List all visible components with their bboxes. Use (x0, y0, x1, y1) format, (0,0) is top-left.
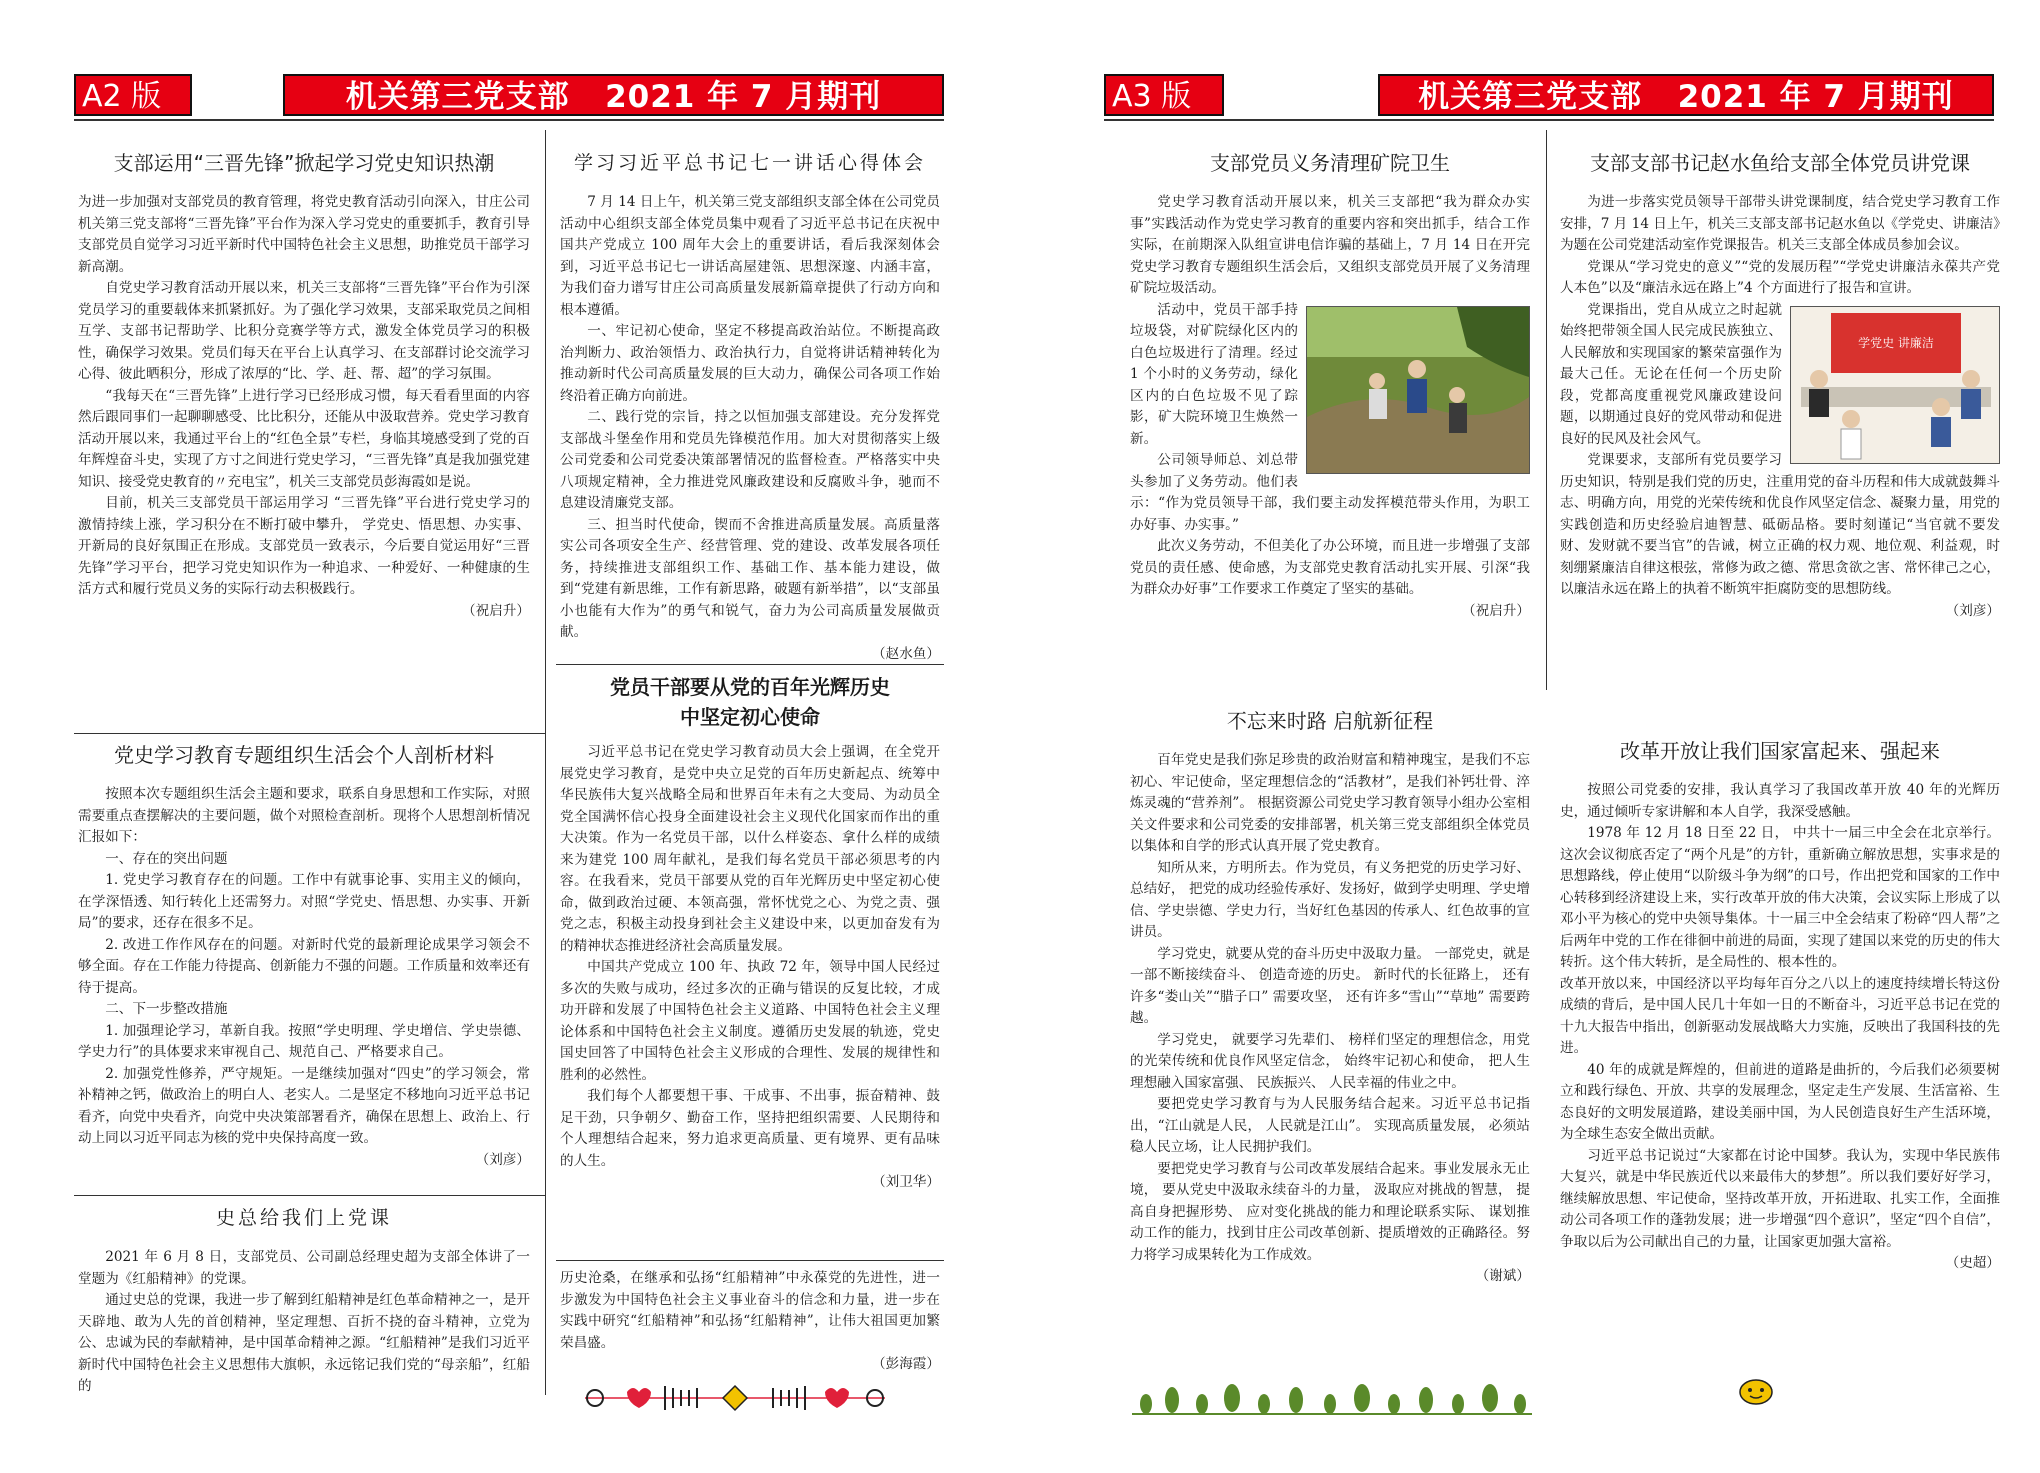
paragraph: 2. 改进工作作风存在的问题。对新时代党的最新理论成果学习领会不够全面。存在工作能力待提高、创新能力不强的问题。工作质量和效率还有待于提高。 (78, 936, 530, 996)
title-line: 中坚定初心使命 (680, 705, 820, 729)
paragraph: 1978 年 12 月 18 日至 22 日， 中共十一届三中全会在北京举行。这次会议彻底否定了“两个凡是”的方针，重新确立解放思想，实事求是的思想路线，停止使用“以阶级斗争为纲”的口号，作出把党和国家的工作中心转移到经济建设上来，实行改革开放的伟大决策，会议实际上形成了以邓小平为核心的党中央领导集体。十一届三中全会结束了粉碎“四人帮”之后两年中党的工作在徘徊中前进的局面，实现了建国以来党的历史的伟大转折。这个伟大转折，是全局性的、根本性的。 (1560, 825, 2000, 970)
masthead-title: 机关第三党支部 2021 年 7 月期刊 (283, 74, 944, 116)
paragraph: 此次义务劳动，不但美化了办公环境，而且进一步增强了支部党员的责任感、使命感，为支部党史教育活动扎实开展、引深“我为群众办好事”工作要求工作奠定了坚实的基础。 (1130, 538, 1530, 597)
photo-banner-text: 学党史 讲廉洁 (1858, 335, 1934, 350)
masthead-rule (74, 119, 944, 121)
paragraph: “我每天在“三晋先锋”上进行学习已经形成习惯，每天看看里面的内容然后跟同事们一起聊聊感受、比比积分，还能从中汲取营养。党史学习教育活动开展以来，我通过平台上的“红色全景”专栏，身临其境感受到了党的百年辉煌奋斗史，实现了方寸之间进行党史学习，“三晋先锋”真是我加强党建知识、接受党史教育的〃充电宝”，机关三支部党员彭海霞如是说。 (78, 387, 530, 490)
author: （刘彦） (1945, 602, 2000, 619)
paragraph: 2. 加强党性修养，严守规矩。一是继续加强对“四史”的学习领会，常补精神之钙，做政治上的明白人、老实人。二是坚定不移地向习近平总书记看齐，向党中央看齐，向党中央决策部署看齐，确保在思想上、政治上、行动上同以习近平同志为核的党中央保持高度一致。 (78, 1065, 530, 1146)
author: （谢斌） (1475, 1268, 1530, 1284)
article-title: 史总给我们上党课 (215, 1207, 392, 1229)
section-divider (556, 1260, 944, 1261)
article-title: 支部支部书记赵水鱼给支部全体党员讲党课 (1590, 151, 1970, 175)
paragraph: 要把党史学习教育与公司改革发展结合起来。事业发展永无止境， 要从党史中汲取永续奋斗的力量， 汲取应对挑战的智慧， 提高自身把握形势、 应对变化挑战的能力和理论联系实际、 谋划推动工作的能力，找到甘庄公司改革创新、提质增效的正确路径。努力将学习成果转化为工作成效。 (1130, 1160, 1530, 1263)
paragraph: 按照本次专题组织生活会主题和要求，联系自身思想和工作实际，对照需要重点查摆解决的主要问题，做个对照检查剖析。现将个人思想剖析情况汇报如下： (78, 786, 530, 845)
article-title: 党史学习教育专题组织生活会个人剖析材料 (114, 743, 494, 767)
masthead-a2 (74, 74, 944, 116)
page-a3 (1020, 0, 2040, 1473)
masthead-rule (1104, 119, 1994, 121)
author: （刘彦） (475, 1151, 530, 1168)
paragraph: 二、下一步整改措施 (105, 1001, 228, 1017)
author: （彭海霞） (872, 1356, 940, 1372)
paragraph: 党课从“学习党史的意义”“党的发展历程”“学党史讲廉洁永葆共产党人本色”以及“廉洁永远在路上”4 个方面进行了报告和宣讲。 (1560, 258, 2000, 296)
paragraph: 通过史总的党课，我进一步了解到红船精神是红色革命精神之一，是开天辟地、敢为人先的首创精神，坚定理想、百折不挠的奋斗精神，立党为公、忠诚为民的奉献精神，是中国革命精神之源。“红船精神”是我们习近平新时代中国特色社会主义思想伟大旗帜，永远铭记我们党的“母亲船”，红船的 (78, 1292, 530, 1394)
article-self-analysis (78, 740, 530, 1171)
paragraph: 学习党史，就要从党的奋斗历史中汲取力量。 一部党史，就是一部不断接续奋斗、 创造奇迹的历史。 新时代的长征路上， 还有许多“娄山关”“腊子口” 需要攻坚， 还有许多“雪山”“草地” 需要跨越。 (1130, 945, 1530, 1026)
paragraph: 改革开放以来，中国经济以平均每年百分之八以上的速度持续增长特这份成绩的背后，是中国人民几十年如一日的不断奋斗，习近平总书记在党的十九大报告中指出，创新驱动发展战略大力实施，反映出了我国科技的先进。 (1560, 975, 2000, 1056)
article-title (560, 672, 940, 732)
paragraph: 三、担当时代使命，锲而不舍推进高质量发展。高质量落实公司各项安全生产、经营管理、党的建设、改革发展各项任务，持续推进支部组织工作、基础工作、基本能力建设，做到“党建有新思维，工作有新思路，破题有新举措”，以“支部虽小也能有大作为”的勇气和锐气，奋力为公司高质量发展做贡献。 (560, 516, 940, 640)
article-party-lecture (78, 1203, 530, 1398)
paragraph: 党课指出，党自从成立之时起就始终把带领全国人民完成民族独立、人民解放和实现国家的繁荣富强作为最大己任。无论在任何一个历史阶段，党都高度重视党风廉政建设问题，以期通过良好的党风带动和促进良好的民风及社会风气。 (1560, 301, 1782, 447)
party-lecture-photo (1790, 306, 2000, 464)
paragraph: 2021 年 6 月 8 日，支部党员、公司副总经理史超为支部全体讲了一堂题为《红船精神》的党课。 (78, 1249, 530, 1287)
paragraph: 为进一步加强对支部党员的教育管理，将党史教育活动引向深入，甘庄公司机关第三党支部将“三晋先锋”平台作为深入学习党史的重要抓手，教育引导支部党员自觉学习习近平新时代中国特色社会主义思想，助推党员干部学习新高潮。 (78, 194, 530, 275)
article-title: 改革开放让我们国家富起来、强起来 (1620, 739, 1940, 763)
author: （史超） (1945, 1255, 2000, 1271)
paragraph: 目前，机关三支部党员干部运用学习 “三晋先锋”平台进行党史学习的激情持续上涨，学习积分在不断打破中攀升， 学党史、悟思想、办实事、开新局的良好氛围正在形成。支部党员一致表示，今后要自觉运用好“三晋先锋”学习平台，把学习党史知识作为一种追求、一种爱好、一种健康的生活方式和履行党员义务的实际行动去积极践行。 (78, 495, 530, 597)
paragraph: 7 月 14 日上午，机关第三党支部组织支部全体在公司党员活动中心组织支部全体党员集中观看了习近平总书记在庆祝中国共产党成立 100 周年大会上的重要讲话，看后我深刻体会到，习近平总书记七一讲话高屋建瓴、思想深邃、内涵丰富，为我们奋力谱写甘庄公司高质量发展新篇章提供了行动方向和根本遵循。 (560, 194, 940, 318)
paragraph: 二、践行党的宗旨，持之以恒加强支部建设。充分发挥党支部战斗堡垒作用和党员先锋模范作用。加大对贯彻落实上级公司党委和公司党委决策部署情况的监督检查。严格落实中央八项规定精神，全力推进党风廉政建设和反腐败斗争，驰而不息建设清廉党支部。 (560, 409, 940, 511)
paragraph: 一、牢记初心使命，坚定不移提高政治站位。不断提高政治判断力、政治领悟力、政治执行力，自觉将讲话精神转化为推动新时代公司高质量发展的巨大动力，确保公司各项工作始终沿着正确方向前进。 (560, 323, 940, 404)
article-reform (1560, 736, 2000, 1275)
title-line: 党员干部要从党的百年光辉历史 (610, 675, 890, 699)
paragraph: 1. 党史学习教育存在的问题。工作中有就事论事、实用主义的倾向，在学深悟透、知行转化上还需努力。对照“学党史、悟思想、办实事、开新局”的要求，还存在很多不足。 (78, 872, 530, 931)
decorative-cartoon-icon (1736, 1368, 1776, 1408)
paragraph: 我们每个人都要想干事、干成事、不出事，振奋精神、鼓足干劲，只争朝夕、勤奋工作，坚持把组织需要、人民期待和个人理想结合起来，努力追求更高质量、更有境界、更有品味的人生。 (560, 1088, 940, 1169)
article-title: 支部党员义务清理矿院卫生 (1210, 151, 1450, 175)
article-title: 支部运用“三晋先锋”掀起学习党史知识热潮 (113, 151, 495, 175)
article-secretary-lecture (1560, 148, 2000, 622)
paragraph: 党史学习教育活动开展以来，机关三支部把“我为群众办实事”实践活动作为党史学习教育的重要内容和突出抓手，结合工作实际，在前期深入队组宣讲电信诈骗的基础上，7 月 14 日在开完党史学习教育专题组织生活会后，又组织支部党员开展了义务清理矿院垃圾活动。 (1130, 194, 1530, 296)
article-never-forget (1130, 706, 1530, 1288)
paragraph: 按照公司党委的安排，我认真学习了我国改革开放 40 年的光辉历史，通过倾听专家讲解和本人自学，我深受感触。 (1560, 782, 2000, 820)
article-cleanup (1130, 148, 1530, 622)
paragraph: 党课要求，支部所有党员要学习历史知识，特别是我们党的历史，注重用党的奋斗历程和伟大成就鼓舞斗志、明确方向，用党的光荣传统和优良作风坚定信念、凝聚力量，用党的实践创造和历史经验启迪智慧、砥砺品格。要时刻谨记“当官就不要发财、发财就不要当官”的告诫，树立正确的权力观、地位观、利益观，时刻绷紧廉洁自律这根弦，常修为政之德、常思贪欲之害、常怀律己之心，以廉洁永远在路上的执着不断筑牢拒腐防变的思想防线。 (1560, 452, 2000, 597)
paragraph: 1. 加强理论学习，革新自我。按照“学史明理、学史增信、学史崇德、学史力行”的具体要求来审视自己、规范自己、严格要求自己。 (78, 1022, 530, 1060)
section-divider (74, 1195, 545, 1196)
paragraph: 知所从来，方明所去。作为党员，有义务把党的历史学习好、 总结好， 把党的成功经验传承好、发扬好，做到学史明理、学史增信、学史崇德、学史力行，当好红色基因的传承人、红色故事的宣讲员。 (1130, 859, 1530, 940)
column-divider (545, 130, 546, 1395)
article-july-speech (560, 148, 940, 665)
masthead-a3 (1104, 74, 1994, 116)
paragraph: 活动中，党员干部手持垃圾袋，对矿院绿化区内的白色垃圾进行了清理。经过 1 个小时的义务劳动，绿化区内的白色垃圾不见了踪影，矿大院环境卫生焕然一新。 (1130, 301, 1298, 447)
author: （赵水鱼） (872, 645, 940, 662)
edition-label: A2 版 (74, 74, 192, 116)
masthead-title: 机关第三党支部 2021 年 7 月期刊 (1378, 74, 1994, 116)
article-title: 学习习近平总书记七一讲话心得体会 (573, 152, 926, 174)
paragraph: 中国共产党成立 100 年、执政 72 年，领导中国人民经过多次的失败与成功，经过多次的正确与错误的反复比较，才成功开辟和发展了中国特色社会主义道路、中国特色社会主义理论体系和中国特色社会主义制度。遵循历史发展的轨迹，党史国史回答了中国特色社会主义形成的合理性、发展的规律性和胜利的必然性。 (560, 959, 940, 1083)
paragraph: 习近平总书记在党史学习教育动员大会上强调，在全党开展党史学习教育，是党中央立足党的百年历史新起点、统筹中华民族伟大复兴战略全局和世界百年未有之大变局、为动员全党全国满怀信心投身全面建设社会主义现代化国家而作出的重大决策。作为一名党员干部，以什么样姿态、拿什么样的成绩来为建党 100 周年献礼，是我们每名党员干部必须思考的内容。在我看来，党员干部要从党的百年光辉历史中坚定初心使命，做到政治过硬、本领高强，常怀忧党之心、为党之责、强党之志，积极主动投身到社会主义建设中来，以更加奋发有为的精神状态推进经济社会高质量发展。 (560, 744, 940, 954)
author: （刘卫华） (872, 1174, 940, 1190)
paragraph: 百年党史是我们弥足珍贵的政治财富和精神瑰宝，是我们不忘初心、牢记使命，坚定理想信念的“活教材”，是我们补钙壮骨、淬炼灵魂的“营养剂”。 根据资源公司党史学习教育领导小组办公室相关文件要求和公司党委的安排部署，机关第三党支部组织全体党员以集体和自学的形式认真开展了党史教育。 (1130, 752, 1530, 854)
column-divider (1546, 130, 1547, 690)
section-divider (74, 733, 545, 734)
paragraph: 40 年的成就是辉煌的，但前进的道路是曲折的，今后我们必须要树立和践行绿色、开放、共享的发展理念，坚定走生产发展、生活富裕、生态良好的文明发展道路，建设美丽中国，为人民创造良好生产生活环境，为全球生态安全做出贡献。 (1560, 1061, 2000, 1142)
article-sanjin (78, 148, 530, 622)
paragraph: 习近平总书记说过“大家都在讨论中国梦。我认为，实现中华民族伟大复兴，就是中华民族近代以来最伟大的梦想”。所以我们要好好学习，继续解放思想、牢记使命，坚持改革开放，开拓进取、扎实工作，全面推动公司各项工作的蓬勃发展；进一步增强“四个意识”，坚定“四个自信”，争取以后为公司献出自己的力量，让国家更加强大富裕。 (1560, 1147, 2000, 1250)
article-century-history (560, 672, 940, 1194)
decorative-vine-ornament (575, 1378, 895, 1418)
article-party-lecture-continued (560, 1268, 940, 1376)
paragraph: 自党史学习教育活动开展以来，机关三支部将“三晋先锋”平台作为引深党员学习的重要载体来抓紧抓好。为了强化学习效果，支部采取党员之间相互学、支部书记帮助学、比积分竞赛学等方式，激发全体党员学习的积极性，确保学习效果。党员们每天在平台上认真学习、在支部群讨论交流学习心得、彼此晒积分，形成了浓厚的“比、学、赶、帮、超”的学习氛围。 (78, 280, 530, 382)
paragraph: 一、存在的突出问题 (105, 850, 228, 867)
decorative-plants-ornament (1132, 1378, 1532, 1418)
article-title: 不忘来时路 启航新征程 (1226, 709, 1434, 733)
paragraph: 要把党史学习教育与为人民服务结合起来。习近平总书记指出，“江山就是人民， 人民就是江山”。 实现高质量发展， 必须站稳人民立场，让人民拥护我们。 (1130, 1096, 1530, 1155)
paragraph: 为进一步落实党员领导干部带头讲党课制度，结合党史学习教育工作安排，7 月 14 日上午，机关三支部支部书记赵水鱼以《学党史、讲廉洁》为题在公司党建活动室作党课报告。机关三支部全体成员参加会议。 (1560, 194, 2000, 253)
author: （祝启升） (462, 602, 530, 619)
paragraph: 公司领导师总、刘总带头参加了义务劳动。他们表示：“作为党员领导干部，我们要主动发挥模范带头作用，为职工办好事、办实事。” (1130, 452, 1530, 533)
edition-label: A3 版 (1104, 74, 1224, 116)
author: （祝启升） (1462, 602, 1530, 619)
paragraph: 历史沧桑，在继承和弘扬“红船精神”中永葆党的先进性，进一步激发为中国特色社会主义事业奋斗的信念和力量，进一步在实践中研究“红船精神”和弘扬“红船精神”，让伟大祖国更加繁荣昌盛。 (560, 1270, 940, 1351)
paragraph: 学习党史， 就要学习先辈们、 榜样们坚定的理想信念，用党的光荣传统和优良作风坚定信念， 始终牢记初心和使命， 把人生理想融入国家富强、 民族振兴、 人民幸福的伟业之中。 (1130, 1031, 1530, 1091)
volunteer-cleanup-photo (1306, 306, 1530, 474)
